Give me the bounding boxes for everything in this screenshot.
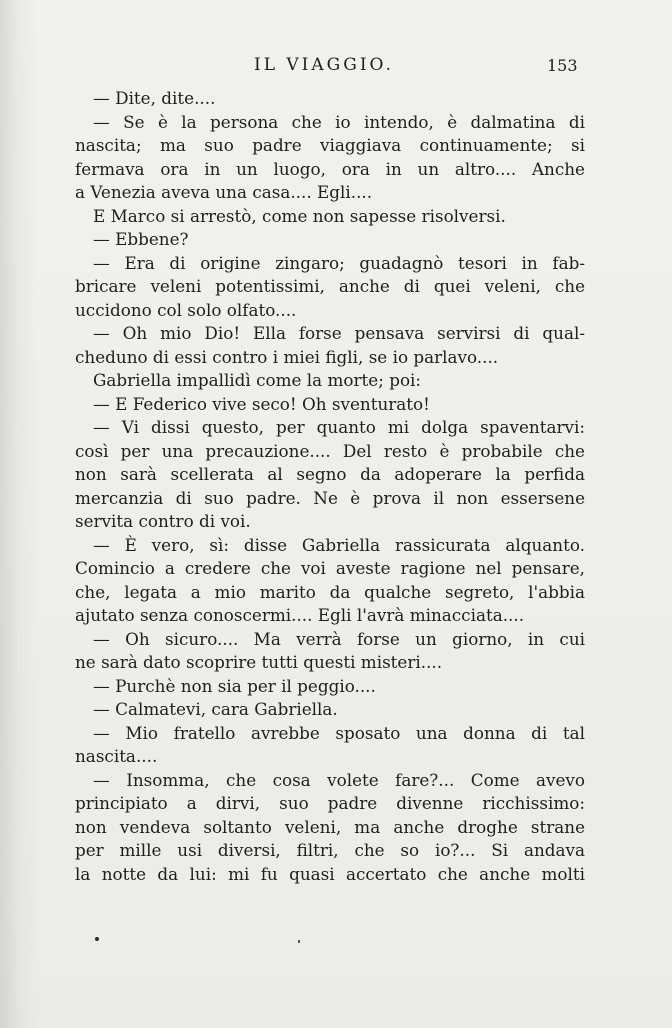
text-line: E Marco si arrestò, come non sapesse risolversi. bbox=[93, 205, 506, 226]
text-line: cheduno di essi contro i miei figli, se io parlavo.... bbox=[75, 346, 499, 367]
text-line: servita contro di voi. bbox=[75, 511, 251, 531]
print-speck bbox=[298, 940, 300, 943]
text-line: a Venezia aveva una casa.... Egli.... bbox=[75, 182, 373, 202]
text-line: non vendeva soltanto veleni, ma anche droghe strane bbox=[75, 816, 585, 837]
text-line: — Dite, dite.... bbox=[93, 88, 216, 108]
text-line: — E Federico vive seco! Oh sventurato! bbox=[93, 393, 430, 414]
running-title: IL VIAGGIO. bbox=[254, 55, 394, 75]
text-line: fermava ora in un luogo, ora in un altro.... Anche bbox=[75, 158, 585, 179]
text-line: — Mio fratello avrebbe sposato una donna di tal bbox=[93, 722, 585, 743]
text-line: — Purchè non sia per il peggio.... bbox=[93, 675, 376, 696]
text-line: — Era di origine zingaro; guadagnò tesori in fab- bbox=[93, 252, 585, 273]
text-line: — Ebbene? bbox=[93, 229, 189, 249]
text-line: — Oh sicuro.... Ma verrà forse un giorno, in cui bbox=[93, 628, 585, 649]
text-line: — Vi dissi questo, per quanto mi dolga spaventarvi: bbox=[93, 417, 585, 437]
page-number: 153 bbox=[547, 56, 578, 75]
text-line: Gabriella impallidì come la morte; poi: bbox=[93, 370, 422, 390]
text-line: ajutato senza conoscermi.... Egli l'avrà minacciata.... bbox=[75, 605, 525, 625]
text-line: che, legata a mio marito da qualche segreto, l'abbia bbox=[75, 581, 585, 602]
text-line: nascita; ma suo padre viaggiava continuamente; si bbox=[75, 135, 585, 155]
text-line: così per una precauzione.... Del resto è probabile che bbox=[75, 440, 585, 461]
text-line: — Calmatevi, cara Gabriella. bbox=[93, 699, 338, 719]
text-line: uccidono col solo olfato.... bbox=[75, 299, 297, 320]
text-line: — Se è la persona che io intendo, è dalmatina di bbox=[93, 111, 585, 132]
text-line: nascita.... bbox=[75, 746, 158, 766]
text-line: bricare veleni potentissimi, anche di quei veleni, che bbox=[75, 276, 585, 296]
text-line: — Insomma, che cosa volete fare?... Come avevo bbox=[93, 769, 585, 790]
text-line: non sarà scellerata al segno da adoperare la perfida bbox=[75, 464, 585, 484]
text-line: mercanzia di suo padre. Ne è prova il non essersene bbox=[75, 487, 585, 508]
body-text bbox=[75, 87, 585, 886]
text-line: Comincio a credere che voi aveste ragione nel pensare, bbox=[75, 558, 585, 578]
text-line: la notte da lui: mi fu quasi accertato che anche molti bbox=[75, 863, 585, 884]
print-speck bbox=[95, 937, 99, 941]
text-line: — Oh mio Dio! Ella forse pensava servirsi di qual- bbox=[93, 323, 585, 343]
text-line: ne sarà dato scoprire tutti questi misteri.... bbox=[75, 652, 443, 672]
text-line: per mille usi diversi, filtri, che so io?... Si andava bbox=[75, 840, 585, 860]
text-line: — È vero, sì: disse Gabriella rassicurata alquanto. bbox=[93, 534, 585, 555]
text-line: principiato a dirvi, suo padre divenne ricchissimo: bbox=[75, 793, 585, 813]
running-head bbox=[0, 55, 672, 83]
